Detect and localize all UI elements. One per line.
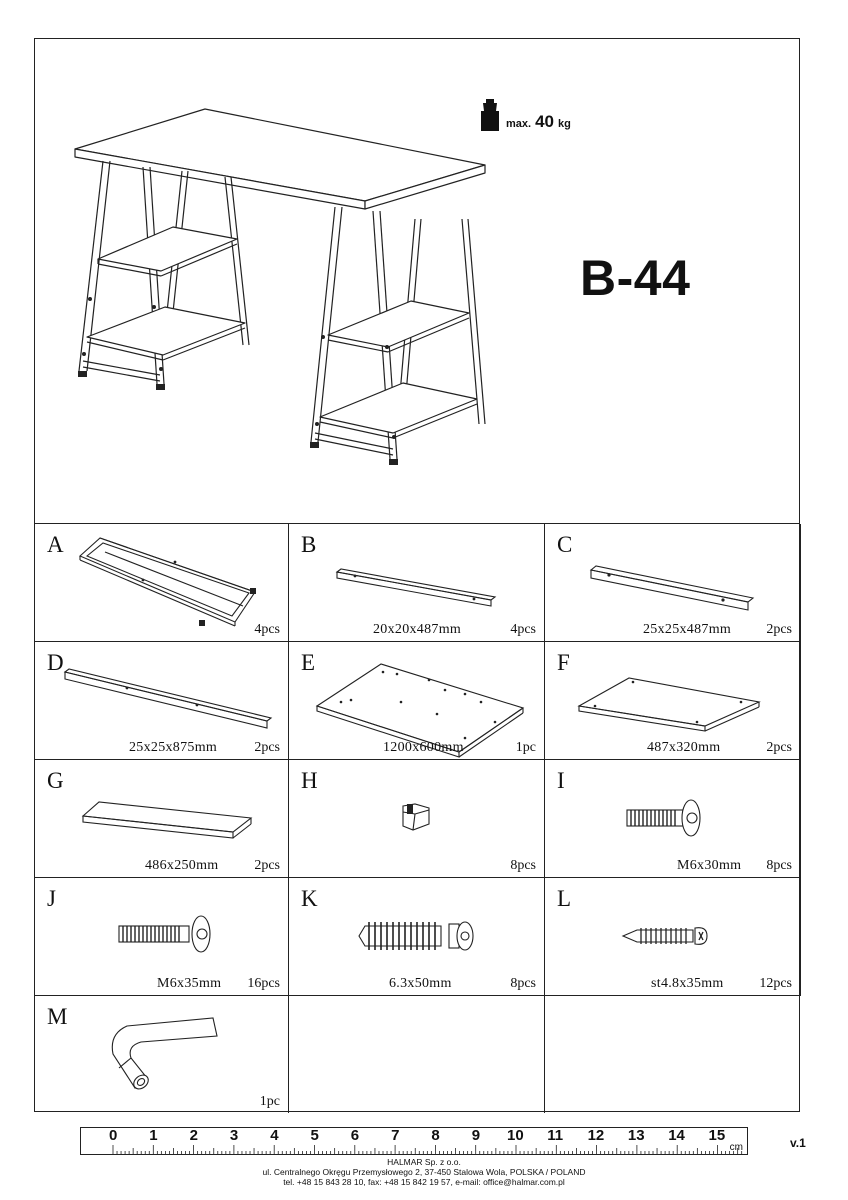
part-dims: 486x250mm [145, 858, 219, 873]
ruler-number: 9 [471, 1127, 481, 1144]
ruler-number: 2 [189, 1127, 198, 1144]
part-qty: 1pc [515, 740, 536, 755]
ruler-number: 6 [350, 1127, 360, 1144]
part-letter: M [47, 1004, 68, 1029]
part-cell-c [545, 524, 801, 642]
part-h-drawing [289, 760, 545, 878]
part-dims: st4.8x35mm [651, 976, 724, 991]
part-cell-j [35, 878, 289, 996]
part-cell-g [35, 760, 289, 878]
part-a-drawing [35, 524, 289, 642]
part-qty: 16pcs [247, 976, 280, 991]
footer-address: ul. Centralnego Okręgu Przemysłowego 2, 37-450 Stalowa Wola, POLSKA / POLAND [262, 1167, 586, 1177]
part-dims: 6.3x50mm [389, 976, 452, 991]
weight-icon [480, 99, 500, 133]
ruler-number: 1 [149, 1127, 158, 1144]
part-letter: H [301, 768, 318, 793]
part-qty: 4pcs [510, 622, 536, 637]
ruler-unit: cm [729, 1142, 743, 1153]
part-letter: B [301, 532, 317, 557]
ruler-number: 14 [668, 1127, 685, 1144]
ruler-number: 8 [431, 1127, 440, 1144]
instruction-sheet [34, 38, 800, 1112]
ruler-number: 4 [270, 1127, 279, 1144]
part-letter: J [47, 886, 56, 911]
part-qty: 2pcs [766, 622, 792, 637]
part-letter: K [301, 886, 318, 911]
part-letter: C [557, 532, 573, 557]
part-dims: M6x30mm [677, 858, 742, 873]
measurement-ruler [80, 1127, 748, 1155]
part-qty: 12pcs [759, 976, 792, 991]
product-overview [35, 39, 799, 524]
part-qty: 8pcs [766, 858, 792, 873]
part-letter: L [557, 886, 572, 911]
part-letter: D [47, 650, 64, 675]
max-load-indicator [480, 99, 571, 133]
part-dims: M6x35mm [157, 976, 222, 991]
part-cell-k [289, 878, 545, 996]
part-dims: 25x25x875mm [129, 740, 218, 755]
ruler-number: 3 [229, 1127, 239, 1144]
part-dims: 20x20x487mm [373, 622, 462, 637]
part-qty: 2pcs [766, 740, 792, 755]
footer-contact: tel. +48 15 843 28 10, fax: +48 15 842 19 57, e-mail: office@halmar.com.pl [283, 1177, 565, 1187]
ruler-number: 10 [507, 1127, 524, 1144]
part-letter: E [301, 650, 316, 675]
part-dims: 25x25x487mm [643, 622, 732, 637]
empty-cell [545, 996, 801, 1113]
ruler-number: 13 [627, 1127, 645, 1144]
part-letter: A [47, 532, 64, 557]
part-cell-f [545, 642, 801, 760]
part-dims: 487x320mm [647, 740, 721, 755]
empty-cell [289, 996, 545, 1113]
part-cell-a [35, 524, 289, 642]
part-letter: G [47, 768, 64, 793]
part-cell-i [545, 760, 801, 878]
part-qty: 1pc [259, 1094, 280, 1109]
part-cell-h [289, 760, 545, 878]
part-cell-m [35, 996, 289, 1113]
model-title: B-44 [580, 250, 691, 306]
ruler-number: 12 [587, 1127, 605, 1144]
ruler-number: 11 [547, 1127, 564, 1144]
part-qty: 8pcs [510, 858, 536, 873]
part-qty: 4pcs [254, 622, 280, 637]
max-load-unit: kg [558, 118, 571, 130]
part-qty: 2pcs [254, 740, 280, 755]
part-cell-l [545, 878, 801, 996]
version-label: v.1 [790, 1136, 806, 1150]
max-load-value: 40 [535, 112, 554, 131]
desk-illustration [65, 99, 585, 499]
ruler-number: 7 [391, 1127, 400, 1144]
part-qty: 8pcs [510, 976, 536, 991]
ruler-number: 0 [109, 1127, 118, 1144]
part-letter: F [557, 650, 570, 675]
ruler-ticks [81, 1128, 749, 1156]
max-load-label: max. [506, 118, 532, 130]
footer-company: HALMAR Sp. z o.o. [387, 1157, 461, 1167]
ruler-number: 15 [708, 1127, 726, 1144]
part-i-drawing [545, 760, 801, 878]
part-letter: I [557, 768, 565, 793]
part-qty: 2pcs [254, 858, 280, 873]
part-cell-b [289, 524, 545, 642]
part-dims: 1200x600mm [383, 740, 464, 755]
part-m-drawing [35, 996, 289, 1113]
part-cell-e [289, 642, 545, 760]
ruler-number: 5 [310, 1127, 319, 1144]
part-cell-d [35, 642, 289, 760]
